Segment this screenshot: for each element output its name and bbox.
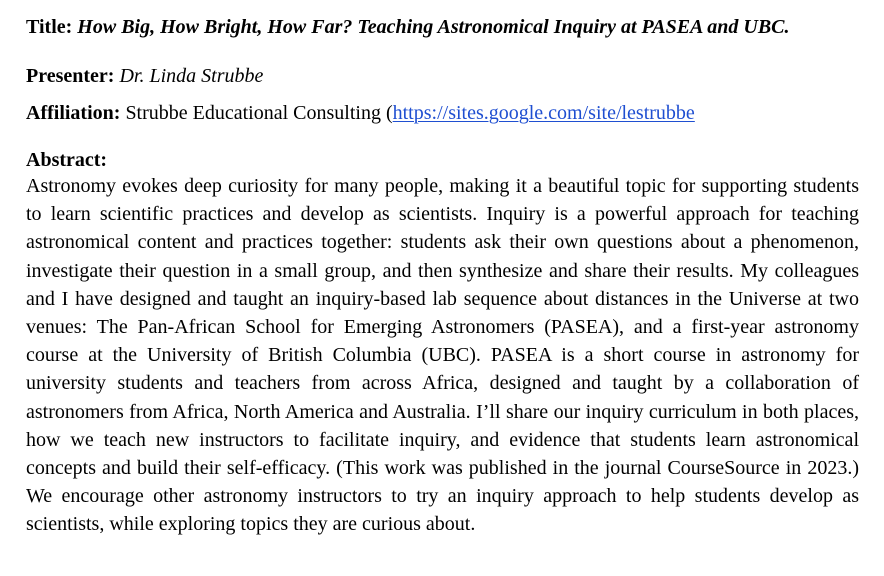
affiliation-org: Strubbe Educational Consulting ( bbox=[125, 102, 393, 124]
talk-title: How Big, How Bright, How Far? Teaching Astronomical Inquiry at PASEA and UBC. bbox=[77, 16, 790, 38]
document-page bbox=[26, 14, 859, 539]
presenter-label: Presenter: bbox=[26, 65, 115, 87]
affiliation-line bbox=[26, 100, 859, 126]
title-label: Title: bbox=[26, 16, 73, 38]
title-line bbox=[26, 14, 859, 40]
abstract-label: Abstract: bbox=[26, 149, 108, 171]
affiliation-link[interactable]: https://sites.google.com/site/lestrubbe bbox=[392, 102, 695, 124]
abstract-body: Astronomy evokes deep curiosity for many people, making it a beautiful topic for supporting students to learn scientific practices and develop as scientists. Inquiry is a powerful approach for teaching astronomical content and practices together: students ask their own questions about a phenomenon, investigate their question in a small group, and then synthesize and share their results. My colleagues and I have designed and taught an inquiry-based lab sequence about distances in the Universe at two venues: The Pan-African School for Emerging Astronomers (PASEA), and a first-year astronomy course at the University of British Columbia (UBC). PASEA is a short course in astronomy for university students and teachers from across Africa, designed and taught by a collaboration of astronomers from Africa, North America and Australia. I’ll share our inquiry curriculum in both places, how we teach new instructors to facilitate inquiry, and evidence that students learn astronomical concepts and build their self-efficacy. (This work was published in the journal CourseSource in 2023.) We encourage other astronomy instructors to try an inquiry approach to help students develop as scientists, while exploring topics they are curious about. bbox=[26, 175, 859, 536]
affiliation-label: Affiliation: bbox=[26, 102, 121, 124]
presenter-name: Dr. Linda Strubbe bbox=[119, 65, 264, 87]
presenter-line bbox=[26, 63, 859, 89]
